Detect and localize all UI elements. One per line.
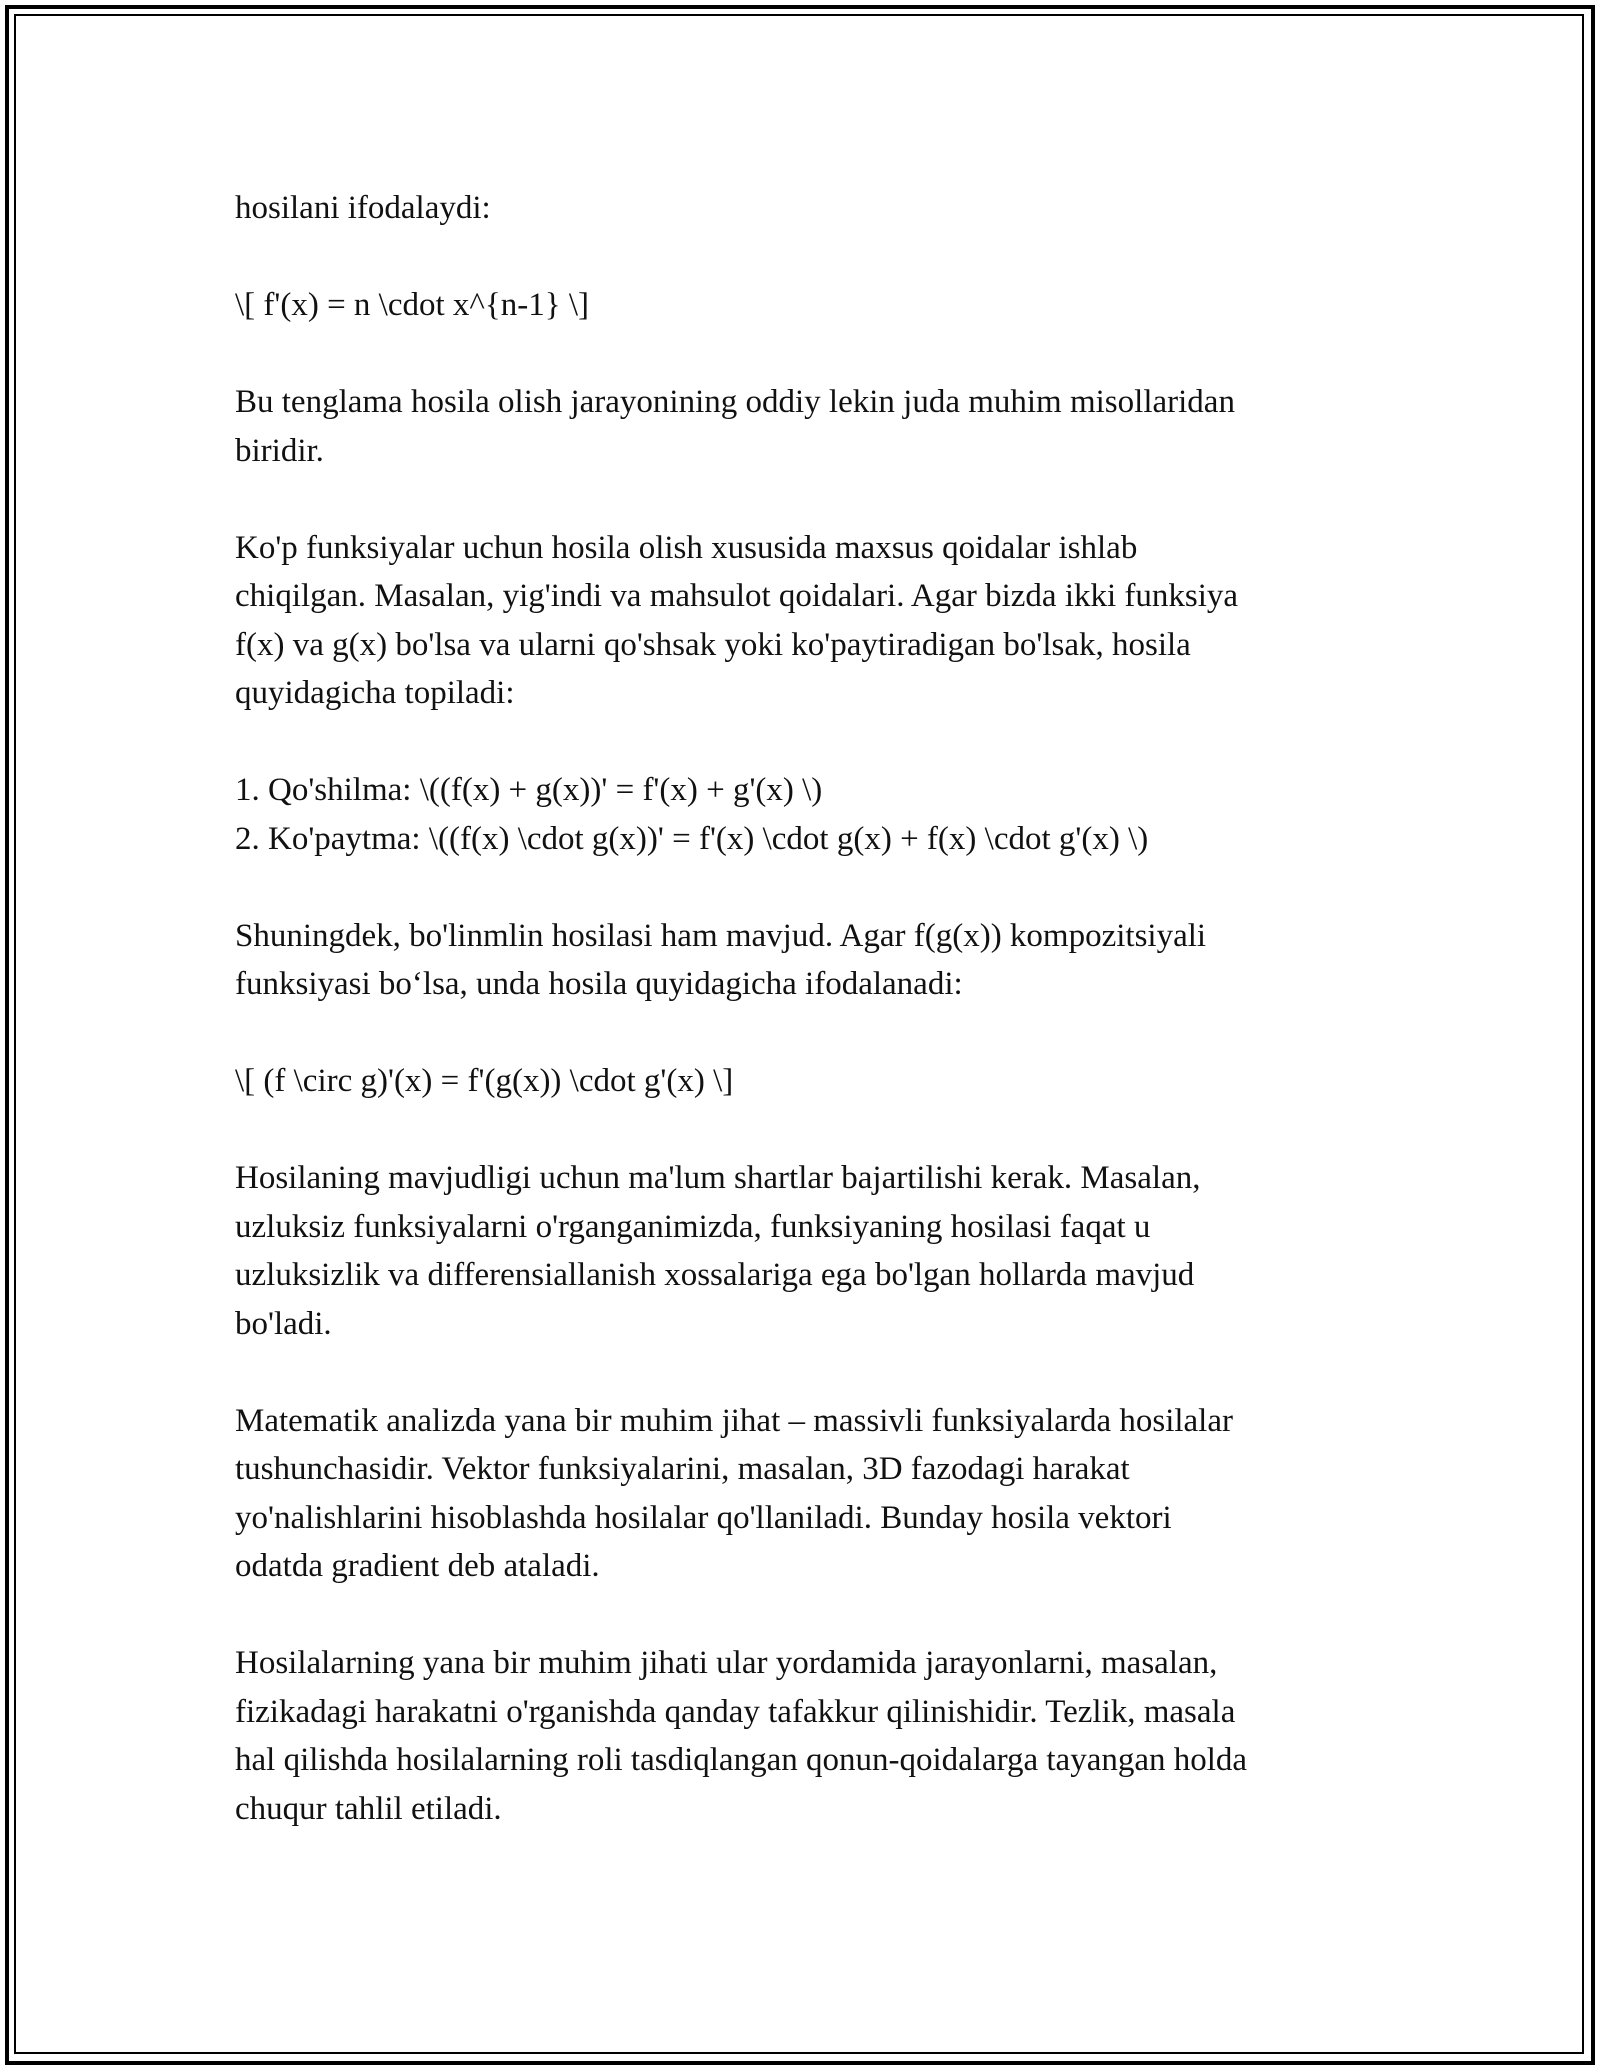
text-line: Hosilalarning yana bir muhim jihati ular yordamida jarayonlarni, masalan, — [235, 1645, 1218, 1681]
text-line: Hosilaning mavjudligi uchun ma'lum shartlar bajartilishi kerak. Masalan, — [235, 1160, 1201, 1196]
document-body — [235, 184, 1375, 1833]
paragraph — [235, 1639, 1375, 1833]
paragraph — [235, 1154, 1375, 1348]
list-item: 2. Ko'paytma: \((f(x) \cdot g(x))' = f'(x) \cdot g(x) + f(x) \cdot g'(x) \) — [235, 820, 1149, 857]
rules-list — [235, 766, 1375, 863]
formula-chain-rule — [235, 1057, 1375, 1106]
text-line: uzluksiz funksiyalarni o'rganganimizda, funksiyaning hosilasi faqat u — [235, 1208, 1151, 1245]
text-line: chiqilgan. Masalan, yig'indi va mahsulot qoidalari. Agar bizda ikki funksiya — [235, 578, 1239, 614]
text-line: uzluksizlik va differensiallanish xossalariga ega bo'lgan hollarda mavjud — [235, 1257, 1195, 1293]
formula-power-rule — [235, 281, 1375, 330]
text-line: f(x) va g(x) bo'lsa va ularni qo'shsak yoki ko'paytiradigan bo'lsak, hosila — [235, 626, 1191, 663]
text-line: chuqur tahlil etiladi. — [235, 1790, 502, 1827]
text-line: \[ f'(x) = n \cdot x^{n-1} \] — [235, 287, 589, 323]
text-line: hal qilishda hosilalarning roli tasdiqlangan qonun-qoidalarga tayangan holda — [235, 1742, 1248, 1778]
text-line: fizikadagi harakatni o'rganishda qanday tafakkur qilinishidir. Tezlik, masala — [235, 1693, 1236, 1730]
text-line: Shuningdek, bo'linmlin hosilasi ham mavjud. Agar f(g(x)) kompozitsiyali — [235, 917, 1207, 954]
paragraph — [235, 184, 1375, 233]
paragraph — [235, 524, 1375, 718]
text-line: hosilani ifodalaydi: — [235, 190, 491, 226]
text-line: odatda gradient deb ataladi. — [235, 1548, 600, 1584]
text-line: bo'ladi. — [235, 1305, 332, 1342]
text-line: quyidagicha topiladi: — [235, 675, 515, 711]
text-line: Matematik analizda yana bir muhim jihat – massivli funksiyalarda hosilalar — [235, 1402, 1233, 1439]
paragraph — [235, 912, 1375, 1009]
text-line: funksiyasi bo‘lsa, unda hosila quyidagicha ifodalanadi: — [235, 966, 963, 1002]
paragraph — [235, 378, 1375, 475]
text-line: yo'nalishlarini hisoblashda hosilalar qo'llaniladi. Bunday hosila vektori — [235, 1499, 1172, 1536]
text-line: tushunchasidir. Vektor funksiyalarini, masalan, 3D fazodagi harakat — [235, 1451, 1130, 1487]
paragraph — [235, 1397, 1375, 1591]
list-item: 1. Qo'shilma: \((f(x) + g(x))' = f'(x) + g'(x) \) — [235, 772, 823, 808]
text-line: biridir. — [235, 432, 324, 469]
text-line: \[ (f \circ g)'(x) = f'(g(x)) \cdot g'(x) \] — [235, 1063, 734, 1099]
text-line: Bu tenglama hosila olish jarayonining oddiy lekin juda muhim misollaridan — [235, 384, 1235, 420]
text-line: Ko'p funksiyalar uchun hosila olish xususida maxsus qoidalar ishlab — [235, 529, 1138, 566]
